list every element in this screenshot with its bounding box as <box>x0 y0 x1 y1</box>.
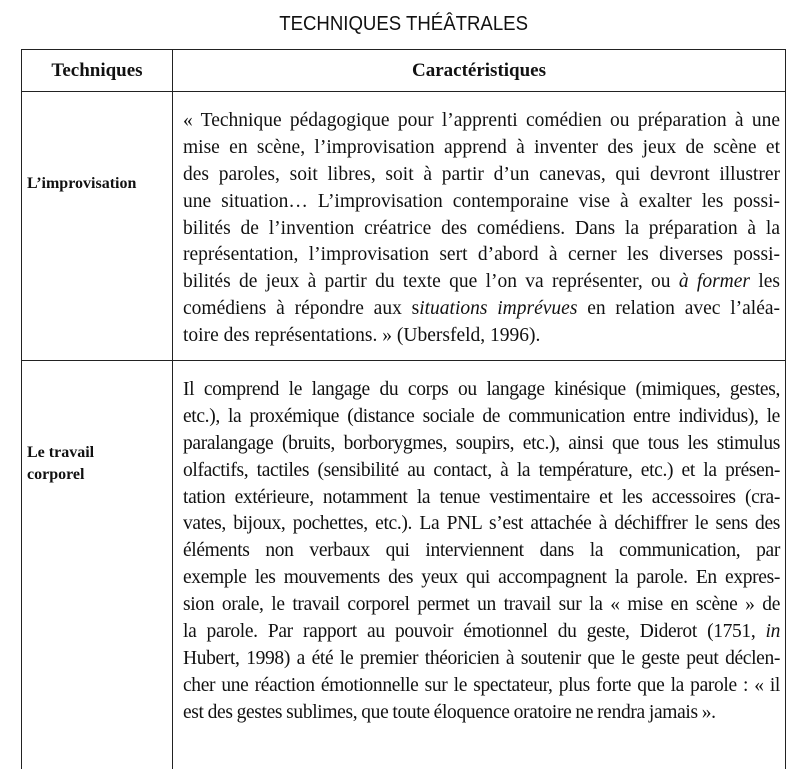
italic-text: à former <box>678 271 751 293</box>
text-line: est des gestes sublimes, que toute éloquence oratoire ne rendra jamais ». <box>183 701 716 723</box>
row-text-improvisation <box>183 108 780 350</box>
italic-text: ituations imprévues <box>419 298 578 320</box>
header-divider <box>22 91 785 92</box>
header-techniques: Techniques <box>51 60 143 81</box>
text-line: toire des représentations. » (Ubersfeld, 1996). <box>183 325 541 347</box>
text-line: tation extérieure, notamment la tenue vestimentaire et les accessoires (cra- <box>183 486 780 508</box>
text-line: vates, bijoux, pochettes, etc.). La PNL s’est attachée à déchiffrer le sens des <box>183 513 780 535</box>
techniques-table <box>21 49 786 769</box>
text-line: paralangage (bruits, borborygmes, soupirs, etc.), ainsi que tous les stimulus <box>183 432 780 454</box>
text-line: des paroles, soit libres, soit à partir d’un canevas, qui devront illustrer <box>183 163 780 185</box>
text-line: olfactifs, tactiles (sensibilité au contact, à la température, etc.) et la présen- <box>183 459 780 481</box>
column-divider <box>172 50 173 769</box>
row-divider <box>22 360 785 361</box>
text-line: Hubert, 1998) a été le premier théoricien à soutenir que le geste peut déclen- <box>183 647 780 669</box>
row-label-line: Le travail <box>27 444 95 461</box>
text-line: mise en scène, l’improvisation apprend à inventer des jeux de scène et <box>183 136 780 158</box>
text-line: cher une réaction émotionnelle sur le spectateur, plus forte que la parole : « il <box>183 674 780 696</box>
text-line: représentation, l’improvisation sert d’abord à cerner les diverses possi- <box>183 244 780 266</box>
row-label-travail-corporel <box>27 442 167 486</box>
text-line: exemple les mouvements des yeux qui accompagnent la parole. En expres- <box>183 567 780 589</box>
text-line: une situation… L’improvisation contemporaine vise à exalter les possi- <box>183 190 780 212</box>
text-line: Il comprend le langage du corps ou langage kinésique (mimiques, gestes, <box>183 379 780 400</box>
text-line: comédiens à répondre aux situations imprévues en relation avec l’aléa- <box>183 298 780 320</box>
text-line: bilités de l’invention créatrice des comédiens. Dans la préparation à la <box>183 217 780 239</box>
text-line: la parole. Par rapport au pouvoir émotionnel du geste, Diderot (1751, in <box>183 621 780 643</box>
text-line: bilités de jeux à partir du texte que l’on va représenter, ou à former les <box>183 271 780 293</box>
text-line: « Technique pédagogique pour l’apprenti comédien ou préparation à une <box>183 110 780 131</box>
text-line: éléments non verbaux qui interviennent dans la communication, par <box>183 540 780 562</box>
row-label-improvisation: L’improvisation <box>27 175 137 192</box>
text-line: etc.), la proxémique (distance sociale de communication entre individus), le <box>183 405 780 427</box>
page-title: TECHNIQUES THÉÂTRALES <box>279 13 528 35</box>
italic-text: in <box>765 621 780 643</box>
header-caracteristiques: Caractéristiques <box>411 60 547 81</box>
row-text-travail-corporel <box>183 377 780 727</box>
text-line: sion orale, le travail corporel permet un travail sur la « mise en scène » de <box>183 594 780 616</box>
row-label-line: corporel <box>27 466 85 483</box>
